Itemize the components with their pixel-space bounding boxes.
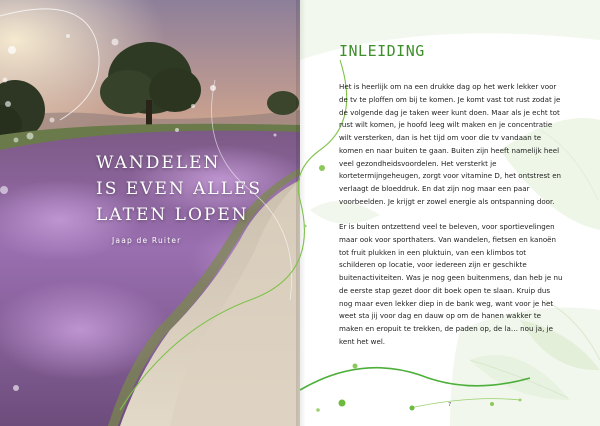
quote-line-2: IS EVEN ALLES	[96, 179, 263, 199]
book-gutter	[296, 0, 306, 426]
paragraph-1: Het is heerlijk om na een drukke dag op het werk lekker voor de tv te ploffen om bij te komen. Je komt vast tot rust zodat je de volgende dag je taken weer kunt doen. Maar als je echt tot rust wilt komen, je hoofd leeg wilt maken en je concentratie wilt versterken, dan is het tijd om voor die tv vandaan te komen en naar buiten te gaan. Buiten zijn heeft namelijk heel veel gezondheidsvoordelen. Het versterkt je kortetermijngeheugen, zorgt voor vitamine D, het ontstrest en verlaagt de bloeddruk. En dat zijn nog maar een paar voorbeelden. Je krijgt er zowel energie als ontspanning door.	[339, 82, 562, 206]
paragraph-2: Er is buiten ontzettend veel te beleven, voor sportievelingen maar ook voor sporthaters. Van wandelen, fietsen en kanoën tot fruit plukken in een pluktuin, van een klimbos tot schilderen op locatie, voor iedereen zijn er geschikte buitenactiviteiten. Was je nog geen buitenmens, dan heb je nu de eerste stap gezet door dit boek open te slaan. Kruip dus nog maar even lekker diep in de bank weg, want voor je het weet sta jij voor dag en dauw op om de hanen wakker te maken en eropuit te trekken, de paden op, de la… nou ja, je kent het wel.	[339, 222, 563, 346]
quote-line-3: LATEN LOPEN	[96, 205, 249, 225]
right-page	[300, 0, 600, 426]
quote-line-1: WANDELEN	[96, 153, 221, 173]
quote-author: Jaap de Ruiter	[112, 236, 182, 245]
quote-block	[96, 150, 296, 245]
chapter-body	[339, 81, 563, 361]
page-number: 7	[448, 402, 452, 408]
chapter-heading: INLEIDING	[339, 42, 425, 60]
